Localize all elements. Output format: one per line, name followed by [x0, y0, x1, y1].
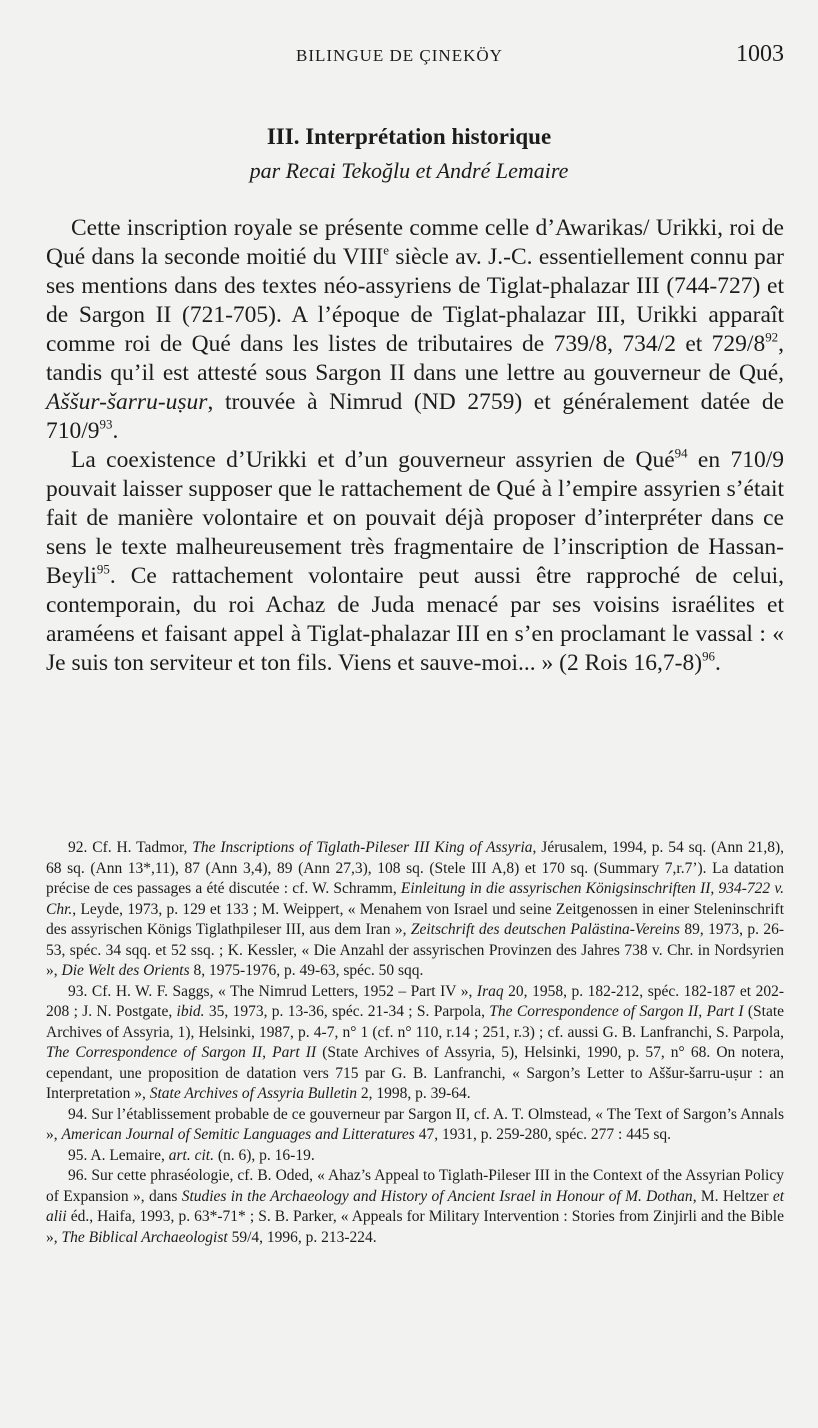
paragraph-2: La coexistence d’Urikki et d’un gouverneur assyrien de Qué$^{94}$ en 710/9 pouvait laisser supposer que le rattachement de Qué à l’empire assyrien s’était fait de manière volontaire et on pouvait déjà proposer d’interpréter dans ce sens le texte malheureusement très fragmentaire de l’inscription de Hassan-Beyli$^{95}$. Ce rattachement volontaire peut aussi être rapproché de celui, contemporain, du roi Achaz de Juda menacé par ses voisins israélites et araméens et faisant appel à Tiglat-phalazar III en s’en proclamant le vassal : « Je suis ton serviteur et ton fils. Viens et sauve-moi... » (2 Rois 16,7-8)$^{96}$. — [46, 445, 784, 676]
century-numeral: VIII — [342, 244, 384, 270]
body-text — [46, 214, 784, 678]
paragraph-1: Cette inscription royale se présente comme celle d’Awarikas/ Urikki, roi de Qué dans la seconde moitié du VIIIe siècle av. J.-C. essentiellement connu par ses mentions dans des textes néo-assyriens de Tiglat-phalazar III (744-727) et de Sargon II (721-705). A l’époque de Tiglat-phalazar III, Urikki apparaît comme roi de Qué dans les listes de tributaires de 739/8, 734/2 et $729/8^{92}$, tandis qu’il est attesté sous Sargon II dans une lettre au gouverneur de Qué, Aššur-šarru-uṣur, trouvée à Nimrud (ND 2759) et généralement datée de $710/9^{93}$. — [46, 215, 784, 444]
section-byline: par Recai Tekoğlu et André Lemaire — [249, 158, 569, 183]
running-title: BILINGUE DE ÇINEKÖY — [296, 46, 503, 65]
section-title: III. Interprétation historique — [266, 124, 552, 149]
footnote-95: 95. A. Lemaire, art. cit. (n. 6), p. 16-19. — [68, 1146, 315, 1164]
footnote-94: 94. Sur l’établissement probable de ce gouverneur par Sargon II, cf. A. T. Olmstead, « The Text of Sargon’s Annals », American Journal of Semitic Languages and Litteratures 47, 1931, p. 259-280, spéc. 277 : 445 sq. — [46, 1105, 784, 1143]
footnote-93: 93. Cf. H. W. F. Saggs, « The Nimrud Letters, 1952 – Part IV », Iraq 20, 1958, p. 182-212, spéc. 182-187 et 202-208 ; J. N. Postgate, ibid. 35, 1973, p. 13-36, spéc. 21-34 ; S. Parpola, The Correspondence of Sargon II, Part I (State Archives of Assyria, 1), Helsinki, 1987, p. 4-7, n° 1 (cf. n° 110, r.14 ; 251, r.3) ; cf. aussi G. B. Lanfranchi, S. Parpola, The Correspondence of Sargon II, Part II (State Archives of Assyria, 5), Helsinki, 1990, p. 57, n° 68. On notera, cependant, une proposition de datation vers 715 par G. B. Lanfranchi, « Sargon’s Letter to Aššur-šarru-uṣur : an Interpretation », State Archives of Assyria Bulletin 2, 1998, p. 39-64. — [46, 982, 785, 1102]
footnotes — [46, 838, 784, 1248]
footnote-96: 96. Sur cette phraséologie, cf. B. Oded, « Ahaz’s Appeal to Tiglath-Pileser III in the Context of the Assyrian Policy of Expansion », dans Studies in the Archaeology and History of Ancient Israel in Honour of M. Dothan, M. Heltzer et alii éd., Haifa, 1993, p. 63*-71* ; S. B. Parker, « Appeals for Military Intervention : Stories from Zinjirli and the Bible », The Biblical Archaeologist 59/4, 1996, p. 213-224. — [46, 1167, 784, 1246]
footnote-ref-93[interactable]: 93 — [99, 416, 113, 432]
footnote-92: 92. Cf. H. Tadmor, The Inscriptions of Tiglath-Pileser III King of Assyria, Jérusalem, 1994, p. 54 sq. (Ann 21,8), 68 sq. (Ann 13*,11), 87 (Ann 3,4), 89 (Ann 27,3), 108 sq. (Stele III A,8) et 170 sq. (Summary 7,r.7’). La datation précise de ces passages a été discutée : cf. W. Schramm, Einleitung in die assyrischen Königsinschriften II, 934-722 v. Chr., Leyde, 1973, p. 129 et 133 ; M. Weippert, « Menahem von Israel und seine Zeitgenossen in einer Steleninschrift des assyrischen Königs Tiglathpileser III, aus dem Iran », Zeitschrift des deutschen Palästina-Vereins 89, 1973, p. 26-53, spéc. 34 sqq. et 52 ssq. ; K. Kessler, « Die Anzahl der assyrischen Provinzen des Jahres 738 v. Chr. in Nordsyrien », Die Welt des Orients 8, 1975-1976, p. 49-63, spéc. 50 sqq. — [46, 839, 784, 979]
page-number: 1003 — [736, 41, 784, 67]
footnote-ref-95[interactable]: 95 — [96, 561, 110, 577]
footnote-ref-92[interactable]: 92 — [765, 329, 779, 345]
governor-name: Aššur-šarru-uṣur — [46, 389, 208, 415]
footnote-ref-96[interactable]: 96 — [702, 648, 715, 664]
footnote-ref-94[interactable]: 94 — [674, 445, 688, 461]
